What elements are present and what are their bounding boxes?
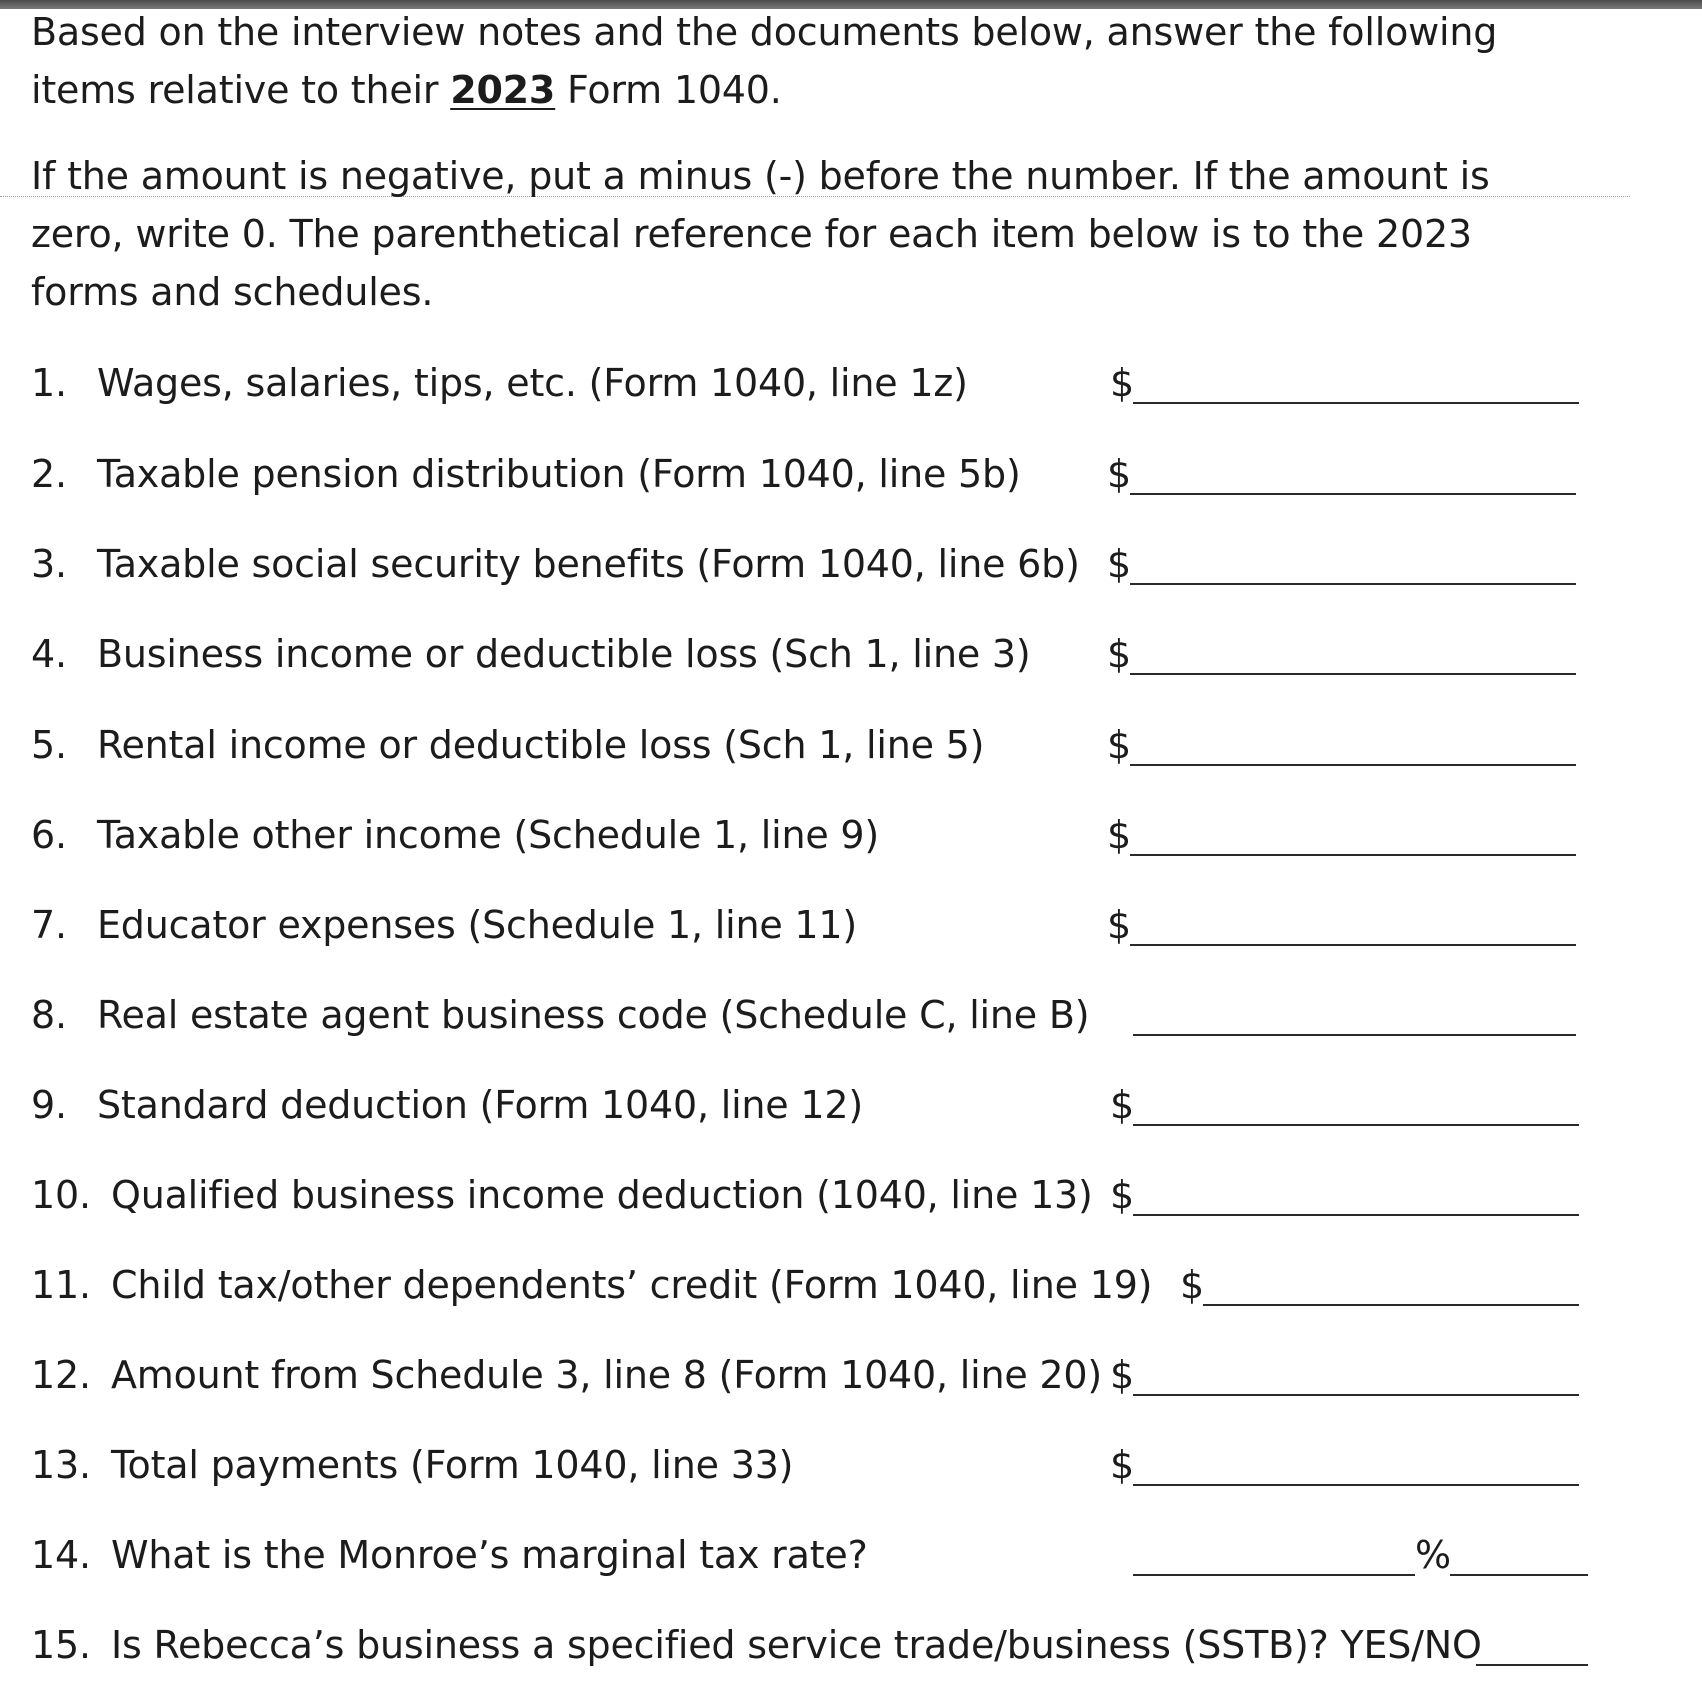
item-text: Wages, salaries, tips, etc. (Form 1040, line 1z) <box>97 361 968 405</box>
item-text: Amount from Schedule 3, line 8 (Form 1040, line 20) <box>111 1353 1102 1397</box>
answer-line-8[interactable] <box>1133 1034 1576 1036</box>
question-item-3 <box>31 539 1080 589</box>
instructions-line-2: zero, write 0. The parenthetical reference for each item below is to the 2023 <box>31 212 1472 256</box>
item-text: Child tax/other dependents’ credit (Form 1040, line 19) <box>111 1263 1153 1307</box>
question-item-8 <box>31 990 1089 1040</box>
item-number: 6. <box>31 813 67 857</box>
answer-line-13[interactable] <box>1133 1484 1579 1486</box>
item-text: Rental income or deductible loss (Sch 1, line 5) <box>97 723 985 767</box>
answer-line-11[interactable] <box>1203 1304 1579 1306</box>
item-number: 3. <box>31 542 67 586</box>
question-item-4 <box>31 629 1031 679</box>
item-text: Educator expenses (Schedule 1, line 11) <box>97 903 857 947</box>
dollar-sign: $ <box>1110 1083 1135 1127</box>
question-item-7 <box>31 900 857 950</box>
item-number: 10. <box>31 1173 91 1217</box>
question-item-10 <box>31 1170 1093 1220</box>
instructions-line-3: forms and schedules. <box>31 270 434 314</box>
dollar-sign: $ <box>1107 452 1132 496</box>
percent-sign: % <box>1415 1533 1452 1577</box>
answer-line-10[interactable] <box>1133 1214 1579 1216</box>
item-text: Business income or deductible loss (Sch 1, line 3) <box>97 632 1031 676</box>
dollar-sign: $ <box>1107 632 1132 676</box>
item-text: Standard deduction (Form 1040, line 12) <box>97 1083 863 1127</box>
answer-line-14-extra[interactable] <box>1450 1574 1588 1576</box>
answer-line-2[interactable] <box>1130 493 1576 495</box>
question-item-6 <box>31 810 879 860</box>
question-item-1 <box>31 358 968 408</box>
intro-line-1: Based on the interview notes and the documents below, answer the following <box>31 10 1498 54</box>
item-number: 5. <box>31 723 67 767</box>
item-number: 1. <box>31 361 67 405</box>
item-text: Real estate agent business code (Schedule C, line B) <box>97 993 1090 1037</box>
dollar-sign: $ <box>1107 813 1132 857</box>
question-item-13 <box>31 1440 793 1490</box>
answer-line-15[interactable] <box>1476 1664 1588 1666</box>
instructions-line-1: If the amount is negative, put a minus (-) before the number. If the amount is <box>31 154 1490 198</box>
answer-line-12[interactable] <box>1133 1394 1579 1396</box>
intro-paragraph <box>31 3 1497 119</box>
dollar-sign: $ <box>1107 723 1132 767</box>
item-text: Taxable other income (Schedule 1, line 9) <box>97 813 880 857</box>
question-item-15 <box>31 1620 1482 1670</box>
item-text: What is the Monroe’s marginal tax rate? <box>111 1533 868 1577</box>
item-number: 12. <box>31 1353 91 1397</box>
item-number: 13. <box>31 1443 91 1487</box>
item-number: 11. <box>31 1263 91 1307</box>
item-text: Taxable social security benefits (Form 1040, line 6b) <box>97 542 1080 586</box>
dollar-sign: $ <box>1110 1173 1135 1217</box>
dollar-sign: $ <box>1107 542 1132 586</box>
item-number: 8. <box>31 993 67 1037</box>
item-text: Qualified business income deduction (1040, line 13) <box>111 1173 1093 1217</box>
answer-line-5[interactable] <box>1130 764 1576 766</box>
dollar-sign: $ <box>1107 903 1132 947</box>
item-number: 7. <box>31 903 67 947</box>
item-text: Is Rebecca’s business a specified service trade/business (SSTB)? YES/NO <box>111 1623 1482 1667</box>
answer-line-7[interactable] <box>1130 944 1576 946</box>
item-number: 2. <box>31 452 67 496</box>
tax-year: 2023 <box>450 68 556 112</box>
item-number: 4. <box>31 632 67 676</box>
item-number: 14. <box>31 1533 91 1577</box>
dollar-sign: $ <box>1180 1263 1205 1307</box>
answer-line-4[interactable] <box>1130 673 1576 675</box>
question-item-14 <box>31 1530 868 1580</box>
item-text: Taxable pension distribution (Form 1040, line 5b) <box>97 452 1021 496</box>
dollar-sign: $ <box>1110 1353 1135 1397</box>
answer-line-3[interactable] <box>1130 583 1576 585</box>
answer-line-9[interactable] <box>1133 1124 1579 1126</box>
question-item-2 <box>31 449 1021 499</box>
question-item-11 <box>31 1260 1152 1310</box>
intro-line-2-end: Form 1040. <box>555 68 782 112</box>
answer-line-14-rate[interactable] <box>1133 1574 1415 1576</box>
item-number: 9. <box>31 1083 67 1127</box>
question-item-12 <box>31 1350 1102 1400</box>
dollar-sign: $ <box>1110 1443 1135 1487</box>
question-item-9 <box>31 1080 863 1130</box>
dollar-sign: $ <box>1110 361 1135 405</box>
item-number: 15. <box>31 1623 91 1667</box>
answer-line-1[interactable] <box>1133 402 1579 404</box>
intro-line-2-start: items relative to their <box>31 68 451 112</box>
question-item-5 <box>31 720 984 770</box>
item-text: Total payments (Form 1040, line 33) <box>111 1443 794 1487</box>
answer-line-6[interactable] <box>1130 854 1576 856</box>
instructions-paragraph <box>31 147 1490 321</box>
